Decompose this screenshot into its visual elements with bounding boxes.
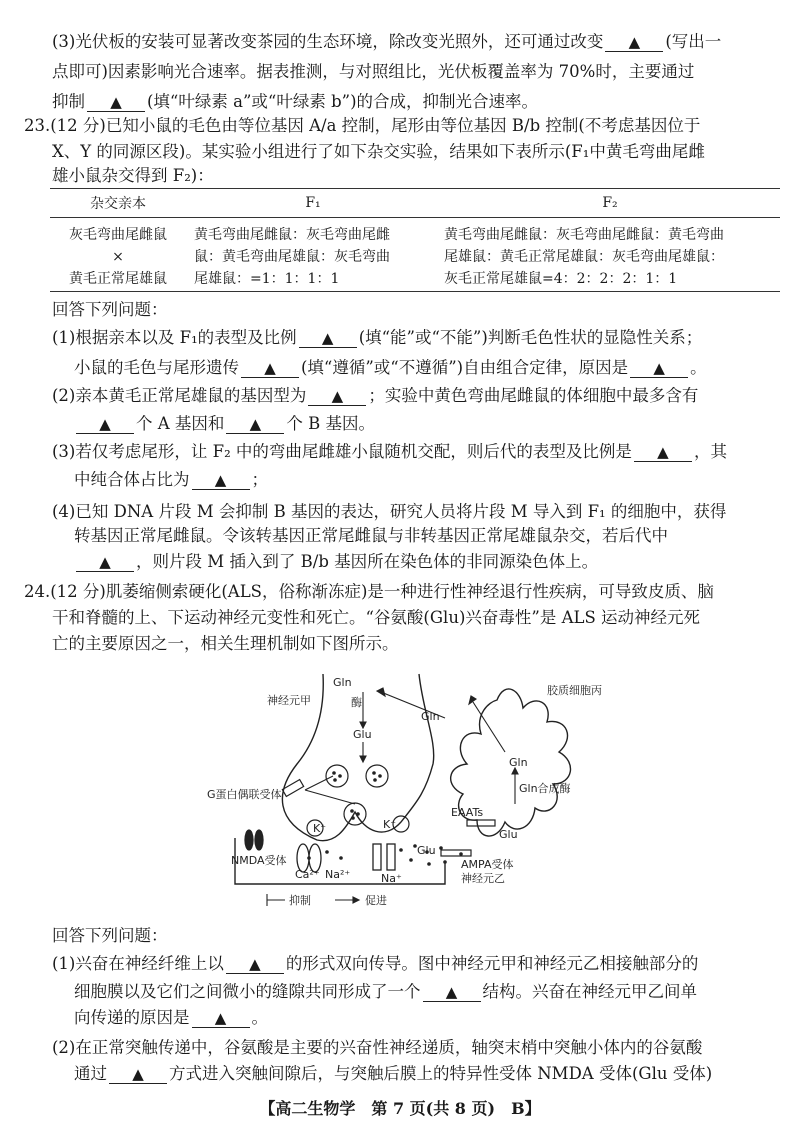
q23-p4-line-3 — [74, 550, 598, 574]
label-glu-post: Glu — [417, 844, 436, 857]
blank-triangle-icon: ▲ — [249, 955, 261, 973]
q23-text: 23.(12 分)已知小鼠的毛色由等位基因 A/a 控制，尾形由等位基因 B/b 控制(不考虑基因位于 — [24, 116, 701, 135]
table-cell-line: 黄毛正常尾雄鼠 — [69, 271, 167, 287]
q24-text: 细胞膜以及它们之间微小的缝隙共同形成了一个 — [74, 982, 421, 1001]
q24-text: 。 — [251, 1008, 268, 1027]
answer-blank[interactable] — [423, 983, 481, 1002]
q23-p3-line-2 — [74, 468, 268, 492]
answer-blank[interactable] — [605, 33, 663, 52]
blank-triangle-icon: ▲ — [99, 415, 111, 433]
q23-line-2 — [52, 140, 705, 164]
table-cell-line: 尾雄鼠：=1：1：1：1 — [194, 271, 340, 287]
label-glia: 胶质细胞丙 — [547, 684, 602, 697]
q22-line-1 — [52, 30, 721, 54]
table-header: 杂交亲本 — [50, 189, 186, 218]
q23-text: (3)若仅考虑尾形，让 F₂ 中的弯曲尾雌雄小鼠随机交配，则后代的表型及比例是 — [52, 442, 632, 461]
q23-text: (4)已知 DNA 片段 M 会抑制 B 基因的表达，研究人员将片段 M 导入到 F₁ 的细胞中，获得 — [52, 502, 727, 521]
q23-p4-line-2 — [74, 524, 668, 548]
page-footer: 【高二生物学 第 7 页(共 8 页) B】 — [259, 1099, 541, 1118]
answer-blank[interactable] — [76, 553, 134, 572]
blank-triangle-icon: ▲ — [110, 93, 122, 111]
answer-blank[interactable] — [226, 955, 284, 974]
table-cell-line: × — [112, 249, 124, 265]
blank-triangle-icon: ▲ — [249, 415, 262, 433]
q24-line-3 — [52, 632, 399, 656]
table-header: F₂ — [440, 189, 780, 218]
blank-triangle-icon: ▲ — [445, 983, 458, 1001]
synapse-diagram — [205, 672, 615, 916]
q23-text: 转基因正常尾雌鼠。令该转基因正常尾雌鼠与非转基因正常尾雄鼠杂交，若后代中 — [74, 526, 668, 545]
label-glu-glia: Glu — [499, 828, 518, 841]
q23-text: ，其 — [693, 442, 727, 461]
q24-p1-line-3 — [74, 1006, 268, 1030]
label-neuron-b: 神经元乙 — [461, 872, 505, 885]
answer-blank[interactable] — [299, 329, 357, 348]
q22-text: 点即可)因素影响光合速率。据表推测，与对照组比，光伏板覆盖率为 70%时，主要通过 — [52, 62, 695, 81]
q22-text: 抑制 — [52, 92, 85, 111]
q23-p2-line-1 — [52, 384, 698, 408]
q24-answer-prompt — [52, 924, 168, 948]
q23-text: 中纯合体占比为 — [74, 470, 190, 489]
label-enzyme: 酶 — [351, 696, 362, 709]
table-header-row — [50, 189, 780, 218]
blank-triangle-icon: ▲ — [628, 33, 641, 51]
label-na2: Na⁺ — [381, 872, 402, 885]
table-cell-line: 灰毛正常尾雄鼠=4：2：2：2：1：1 — [444, 271, 678, 287]
blank-triangle-icon: ▲ — [132, 1065, 144, 1083]
f1-cell — [186, 218, 440, 292]
q24-p1-line-2 — [74, 980, 697, 1004]
q23-line-3 — [52, 164, 214, 188]
blank-triangle-icon: ▲ — [214, 1009, 227, 1027]
answer-blank[interactable] — [634, 443, 692, 462]
label-glu-top: Glu — [353, 728, 372, 741]
answer-blank[interactable] — [308, 387, 366, 406]
q22-line-2 — [52, 60, 694, 84]
q23-answer-prompt — [52, 298, 168, 322]
label-nmda: NMDA受体 — [231, 854, 287, 867]
eaats-transporter — [467, 820, 495, 826]
q23-p4-line-1 — [52, 500, 726, 524]
answer-blank[interactable] — [87, 93, 145, 112]
q24-text: 的形式双向传导。图中神经元甲和神经元乙相接触部分的 — [285, 954, 699, 973]
ampa-receptor — [441, 850, 471, 856]
q23-text: 雄小鼠杂交得到 F₂)： — [52, 166, 214, 185]
legend-inhibit: 抑制 — [289, 894, 311, 907]
q23-text: (填“能”或“不能”)判断毛色性状的显隐性关系； — [358, 328, 703, 347]
q23-text: ，则片段 M 插入到了 B/b 基因所在染色体的非同源染色体上。 — [136, 552, 599, 571]
label-k2: K⁺ — [383, 818, 397, 831]
legend-promote: 促进 — [365, 894, 387, 907]
blank-triangle-icon: ▲ — [657, 443, 669, 461]
q22-line-3 — [52, 90, 538, 114]
answer-blank[interactable] — [192, 1009, 250, 1028]
blank-triangle-icon: ▲ — [264, 359, 276, 377]
q24-text: 亡的主要原因之一，相关生理机制如下图所示。 — [52, 634, 399, 653]
label-gln-mid: Gln — [421, 710, 440, 723]
blank-triangle-icon: ▲ — [653, 359, 665, 377]
f2-cell — [440, 218, 780, 292]
answer-blank[interactable] — [226, 415, 284, 434]
q23-p1-line-1 — [52, 326, 702, 350]
label-ampa: AMPA受体 — [461, 858, 514, 871]
label-gln-glia: Gln — [509, 756, 528, 769]
q22-text: (写出一 — [665, 32, 722, 51]
label-na1: Na²⁺ — [325, 868, 351, 881]
label-eaats: EAATs — [451, 806, 484, 819]
q23-p2-line-2 — [74, 412, 375, 436]
q24-text: 24.(12 分)肌萎缩侧索硬化(ALS，俗称渐冻症)是一种进行性神经退行性疾病，可导致皮质、脑 — [24, 582, 714, 601]
q24-text: 结构。兴奋在神经元甲乙间单 — [482, 982, 697, 1001]
q24-text: (2)在正常突触传递中，谷氨酸是主要的兴奋性神经递质，轴突末梢中突触小体内的谷氨酸 — [52, 1038, 703, 1057]
q23-text: (1)根据亲本以及 F₁的表型及比例 — [52, 328, 297, 347]
answer-blank[interactable] — [241, 359, 299, 378]
q24-line-2 — [52, 606, 700, 630]
answer-blank[interactable] — [109, 1065, 167, 1084]
q24-p2-line-1 — [52, 1036, 702, 1060]
label-ca: Ca²⁺ — [295, 868, 320, 881]
table-cell-line: 尾雄鼠：黄毛正常尾雄鼠：灰毛弯曲尾雄鼠： — [444, 249, 724, 265]
q23-text: 个 A 基因和 — [136, 414, 225, 433]
q23-text: 回答下列问题： — [52, 300, 168, 319]
q24-text: 通过 — [74, 1064, 107, 1083]
blank-triangle-icon: ▲ — [331, 387, 344, 405]
q24-text: 回答下列问题： — [52, 926, 168, 945]
q23-text: (2)亲本黄毛正常尾雄鼠的基因型为 — [52, 386, 307, 405]
table-cell-line: 鼠：黄毛弯曲尾雄鼠：灰毛弯曲 — [194, 249, 390, 265]
q22-text: (填“叶绿素 a”或“叶绿素 b”)的合成，抑制光合速率。 — [147, 92, 539, 111]
synapse-diagram-svg — [205, 672, 615, 916]
q24-heading — [24, 580, 714, 604]
blank-triangle-icon: ▲ — [99, 553, 111, 571]
q23-p3-line-1 — [52, 440, 727, 464]
q24-p1-line-1 — [52, 952, 698, 976]
table-cell-line: 黄毛弯曲尾雌鼠：灰毛弯曲尾雌鼠：黄毛弯曲 — [444, 227, 724, 243]
q23-text: ；实验中黄色弯曲尾雌鼠的体细胞中最多含有 — [368, 386, 699, 405]
q23-p1-line-2 — [74, 356, 707, 380]
q22-text: (3)光伏板的安装可显著改变茶园的生态环境，除改变光照外，还可通过改变 — [52, 32, 604, 51]
blank-triangle-icon: ▲ — [321, 329, 334, 347]
q23-text: 小鼠的毛色与尾形遗传 — [74, 358, 239, 377]
answer-blank[interactable] — [630, 359, 688, 378]
table-header: F₁ — [186, 189, 440, 218]
label-gln-synthase: Gln合成酶 — [519, 782, 571, 795]
q23-text: (填“遵循”或“不遵循”)自由组合定律，原因是 — [301, 358, 629, 377]
table-row — [50, 218, 780, 292]
answer-blank[interactable] — [76, 415, 134, 434]
q23-text: 。 — [690, 358, 707, 377]
q23-text: 个 B 基因。 — [286, 414, 376, 433]
parents-cell — [50, 218, 186, 292]
q24-text: 方式进入突触间隙后，与突触后膜上的特异性受体 NMDA 受体(Glu 受体) — [169, 1064, 713, 1083]
table-cell-line: 黄毛弯曲尾雌鼠：灰毛弯曲尾雌 — [194, 227, 390, 243]
label-neuron-a: 神经元甲 — [267, 694, 311, 707]
label-gln-top: Gln — [333, 676, 352, 689]
label-gpcr: G蛋白偶联受体 — [207, 788, 282, 801]
table-cell-line: 灰毛弯曲尾雌鼠 — [69, 227, 167, 243]
q23-heading — [24, 114, 700, 138]
q23-text: X、Y 的同源区段)。某实验小组进行了如下杂交实验，结果如下表所示(F₁中黄毛弯曲尾雌 — [52, 142, 705, 161]
q24-text: 向传递的原因是 — [74, 1008, 190, 1027]
q24-text: 干和脊髓的上、下运动神经元变性和死亡。“谷氨酸(Glu)兴奋毒性”是 ALS 运动神经元死 — [52, 608, 700, 627]
answer-blank[interactable] — [192, 471, 250, 490]
q24-p2-line-2 — [74, 1062, 712, 1086]
q24-text: (1)兴奋在神经纤维上以 — [52, 954, 224, 973]
label-k1: K⁺ — [313, 822, 327, 835]
blank-triangle-icon: ▲ — [214, 471, 227, 489]
q23-text: ； — [251, 470, 268, 489]
cross-table — [50, 188, 780, 292]
